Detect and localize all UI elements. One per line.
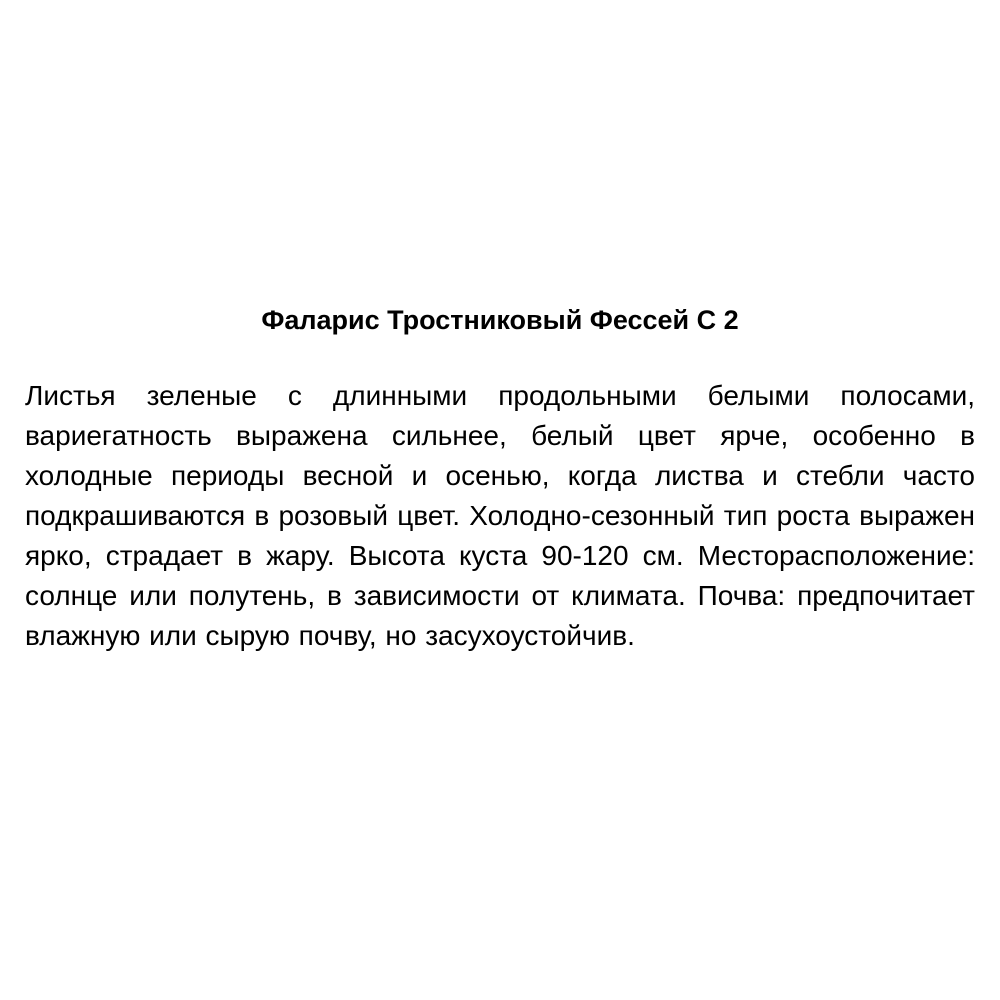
product-description <box>25 300 975 656</box>
product-title: Фаларис Тростниковый Фессей С 2 <box>261 305 739 335</box>
description-paragraph: Листья зеленые с длинными продольными белыми полосами, вариегатность выражена сильнее, белый цвет ярче, особенно в холодные периоды весной и осенью, когда листва и стебли часто подкрашиваются в розовый цвет. Холодно-сезонный тип роста выражен ярко, страдает в жару. Высота куста 90-120 см. Месторасположение: солнце или полутень, в зависимости от климата. Почва: предпочитает влажную или сырую почву, но засухоустойчив. <box>25 380 975 651</box>
